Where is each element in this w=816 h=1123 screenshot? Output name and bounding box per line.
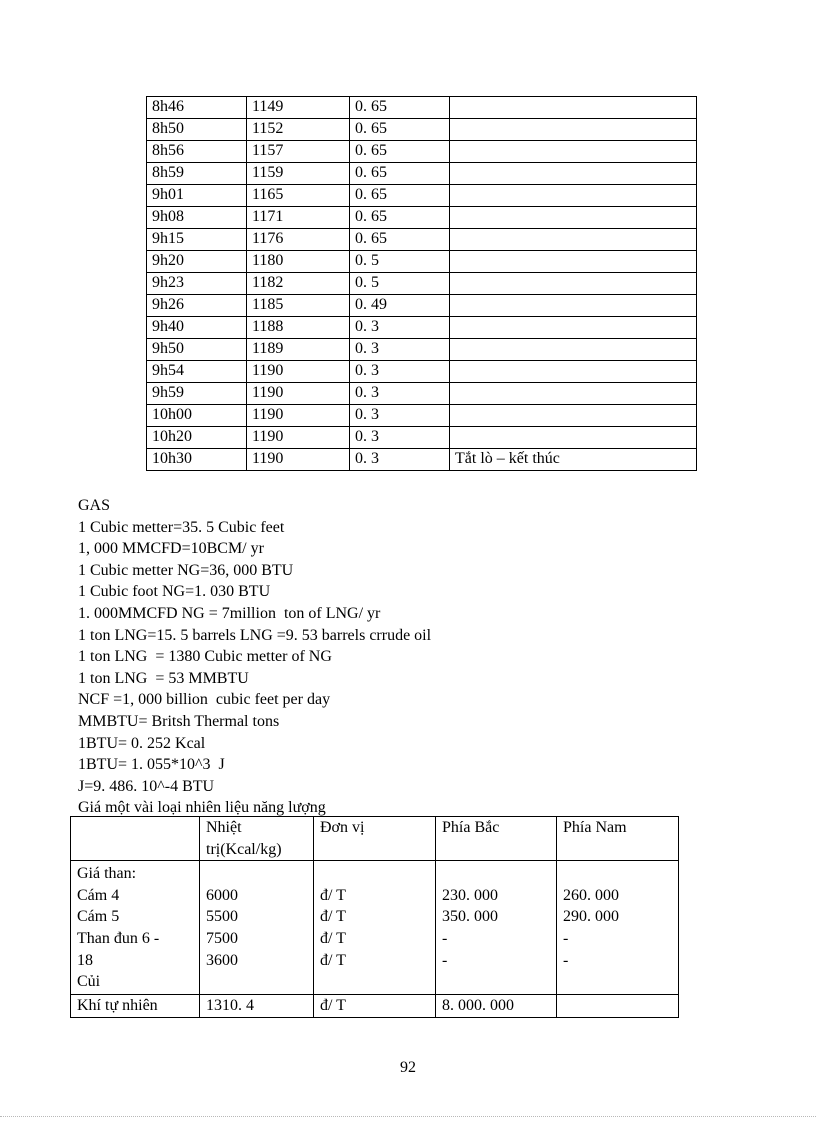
reading-row bbox=[147, 207, 697, 229]
reading-temperature: 1171 bbox=[247, 207, 350, 229]
reading-time: 9h01 bbox=[147, 185, 247, 207]
reading-temperature: 1149 bbox=[247, 97, 350, 119]
conversion-line: 1 ton LNG=15. 5 barrels LNG =9. 53 barrels crrude oil bbox=[78, 626, 432, 644]
reading-temperature: 1188 bbox=[247, 317, 350, 339]
reading-value: 0. 65 bbox=[350, 229, 450, 251]
reading-row bbox=[147, 405, 697, 427]
header-north: Phía Bắc bbox=[436, 817, 557, 861]
coal-name: Cám 4 bbox=[77, 886, 120, 904]
temperature-readings-table bbox=[146, 96, 697, 471]
reading-note bbox=[450, 207, 697, 229]
reading-time: 10h20 bbox=[147, 427, 247, 449]
coal-name: Than đun 6 - bbox=[77, 929, 160, 947]
coal-heat-value: 6000 bbox=[206, 886, 238, 904]
conversion-line: 1 Cubic metter=35. 5 Cubic feet bbox=[78, 518, 285, 536]
reading-time: 9h26 bbox=[147, 295, 247, 317]
coal-name: 18 bbox=[77, 951, 93, 969]
reading-note bbox=[450, 339, 697, 361]
reading-time: 9h54 bbox=[147, 361, 247, 383]
reading-note bbox=[450, 361, 697, 383]
gas-north-price: 8. 000. 000 bbox=[436, 995, 557, 1018]
reading-time: 8h56 bbox=[147, 141, 247, 163]
reading-note bbox=[450, 405, 697, 427]
coal-heat-cell bbox=[200, 861, 314, 995]
reading-temperature: 1190 bbox=[247, 361, 350, 383]
coal-south-price: 290. 000 bbox=[563, 908, 619, 926]
header-south: Phía Nam bbox=[557, 817, 679, 861]
reading-time: 8h50 bbox=[147, 119, 247, 141]
reading-value: 0. 3 bbox=[350, 427, 450, 449]
conversion-line: 1BTU= 0. 252 Kcal bbox=[78, 734, 206, 752]
reading-note bbox=[450, 427, 697, 449]
reading-note bbox=[450, 119, 697, 141]
reading-temperature: 1190 bbox=[247, 427, 350, 449]
reading-temperature: 1190 bbox=[247, 449, 350, 471]
reading-note bbox=[450, 383, 697, 405]
reading-note bbox=[450, 317, 697, 339]
reading-time: 9h40 bbox=[147, 317, 247, 339]
coal-south-cell bbox=[557, 861, 679, 995]
reading-row bbox=[147, 185, 697, 207]
reading-row bbox=[147, 273, 697, 295]
conversion-line: NCF =1, 000 billion cubic feet per day bbox=[78, 691, 331, 709]
reading-note bbox=[450, 251, 697, 273]
reading-row bbox=[147, 251, 697, 273]
reading-temperature: 1159 bbox=[247, 163, 350, 185]
coal-south-price: - bbox=[563, 929, 569, 947]
reading-value: 0. 49 bbox=[350, 295, 450, 317]
conversion-line: 1BTU= 1. 055*10^3 J bbox=[78, 756, 225, 774]
reading-temperature: 1165 bbox=[247, 185, 350, 207]
page-bottom-edge bbox=[0, 1116, 816, 1117]
gas-name: Khí tự nhiên bbox=[71, 995, 200, 1018]
coal-north-price: - bbox=[442, 951, 448, 969]
reading-time: 8h46 bbox=[147, 97, 247, 119]
reading-time: 9h15 bbox=[147, 229, 247, 251]
reading-note bbox=[450, 229, 697, 251]
reading-value: 0. 65 bbox=[350, 141, 450, 163]
reading-value: 0. 5 bbox=[350, 273, 450, 295]
reading-value: 0. 3 bbox=[350, 383, 450, 405]
coal-names-cell bbox=[71, 861, 200, 995]
reading-row bbox=[147, 449, 697, 471]
fuel-price-table bbox=[70, 816, 679, 1018]
coal-north-cell bbox=[436, 861, 557, 995]
reading-note bbox=[450, 141, 697, 163]
reading-value: 0. 3 bbox=[350, 339, 450, 361]
reading-time: 9h59 bbox=[147, 383, 247, 405]
reading-temperature: 1190 bbox=[247, 383, 350, 405]
reading-time: 9h50 bbox=[147, 339, 247, 361]
reading-row bbox=[147, 361, 697, 383]
reading-row bbox=[147, 427, 697, 449]
coal-heat-value: 5500 bbox=[206, 908, 238, 926]
page-number: 92 bbox=[400, 1059, 416, 1076]
reading-time: 9h20 bbox=[147, 251, 247, 273]
natural-gas-row bbox=[71, 995, 679, 1018]
reading-temperature: 1190 bbox=[247, 405, 350, 427]
coal-name: Củi bbox=[77, 973, 101, 991]
reading-temperature: 1176 bbox=[247, 229, 350, 251]
coal-unit: đ/ T bbox=[320, 886, 346, 904]
conversion-line: 1. 000MMCFD NG = 7million ton of LNG/ yr bbox=[78, 604, 381, 622]
reading-time: 10h00 bbox=[147, 405, 247, 427]
gas-unit: đ/ T bbox=[314, 995, 436, 1018]
reading-note bbox=[450, 163, 697, 185]
reading-row bbox=[147, 119, 697, 141]
coal-heat-value bbox=[206, 863, 307, 885]
reading-row bbox=[147, 141, 697, 163]
reading-temperature: 1157 bbox=[247, 141, 350, 163]
coal-north-price bbox=[442, 863, 550, 885]
fuel-prices-heading: Giá một vài loại nhiên liệu năng lượng bbox=[78, 799, 326, 817]
reading-note bbox=[450, 273, 697, 295]
reading-value: 0. 65 bbox=[350, 119, 450, 141]
coal-south-price: - bbox=[563, 951, 569, 969]
reading-temperature: 1152 bbox=[247, 119, 350, 141]
reading-row bbox=[147, 339, 697, 361]
reading-note bbox=[450, 97, 697, 119]
reading-value: 0. 65 bbox=[350, 185, 450, 207]
reading-temperature: 1180 bbox=[247, 251, 350, 273]
reading-note bbox=[450, 185, 697, 207]
coal-heat-value: 7500 bbox=[206, 929, 238, 947]
reading-value: 0. 3 bbox=[350, 317, 450, 339]
coal-unit: đ/ T bbox=[320, 929, 346, 947]
reading-time: 10h30 bbox=[147, 449, 247, 471]
coal-heat-value: 3600 bbox=[206, 951, 238, 969]
coal-unit-cell bbox=[314, 861, 436, 995]
conversion-line: 1 Cubic foot NG=1. 030 BTU bbox=[78, 583, 271, 601]
reading-value: 0. 65 bbox=[350, 163, 450, 185]
reading-value: 0. 5 bbox=[350, 251, 450, 273]
coal-north-price: 350. 000 bbox=[442, 908, 498, 926]
reading-value: 0. 3 bbox=[350, 449, 450, 471]
reading-row bbox=[147, 295, 697, 317]
conversion-line: 1 Cubic metter NG=36, 000 BTU bbox=[78, 561, 294, 579]
header-empty-cell bbox=[71, 817, 200, 861]
header-unit: Đơn vị bbox=[314, 817, 436, 861]
reading-value: 0. 65 bbox=[350, 207, 450, 229]
conversion-line: 1 ton LNG = 1380 Cubic metter of NG bbox=[78, 648, 332, 666]
reading-value: 0. 65 bbox=[350, 97, 450, 119]
reading-value: 0. 3 bbox=[350, 361, 450, 383]
notes-heading: GAS bbox=[78, 497, 111, 514]
coal-south-price bbox=[563, 863, 672, 885]
conversion-line: J=9. 486. 10^-4 BTU bbox=[78, 777, 215, 795]
reading-value: 0. 3 bbox=[350, 405, 450, 427]
coal-name: Cám 5 bbox=[77, 908, 120, 926]
conversion-line: 1 ton LNG = 53 MMBTU bbox=[78, 669, 249, 687]
reading-time: 9h23 bbox=[147, 273, 247, 295]
gas-south-price bbox=[557, 995, 679, 1018]
coal-name: Giá than: bbox=[77, 865, 137, 883]
coal-north-price: 230. 000 bbox=[442, 886, 498, 904]
reading-note: Tắt lò – kết thúc bbox=[450, 449, 697, 471]
coal-unit: đ/ T bbox=[320, 951, 346, 969]
coal-unit bbox=[320, 863, 429, 885]
coal-unit: đ/ T bbox=[320, 908, 346, 926]
readings-table-body bbox=[147, 97, 697, 471]
reading-time: 9h08 bbox=[147, 207, 247, 229]
reading-row bbox=[147, 317, 697, 339]
fuel-table-header-row bbox=[71, 817, 679, 861]
conversion-line: 1, 000 MMCFD=10BCM/ yr bbox=[78, 540, 264, 558]
reading-temperature: 1189 bbox=[247, 339, 350, 361]
coal-prices-row bbox=[71, 861, 679, 995]
reading-row bbox=[147, 229, 697, 251]
reading-temperature: 1185 bbox=[247, 295, 350, 317]
reading-row bbox=[147, 163, 697, 185]
reading-temperature: 1182 bbox=[247, 273, 350, 295]
reading-note bbox=[450, 295, 697, 317]
conversion-line: MMBTU= Britsh Thermal tons bbox=[78, 712, 280, 730]
coal-south-price: 260. 000 bbox=[563, 886, 619, 904]
reading-row bbox=[147, 383, 697, 405]
coal-north-price: - bbox=[442, 929, 448, 947]
reading-row bbox=[147, 97, 697, 119]
reading-time: 8h59 bbox=[147, 163, 247, 185]
gas-heat-value: 1310. 4 bbox=[200, 995, 314, 1018]
gas-conversion-notes bbox=[78, 495, 728, 819]
header-heat-value: Nhiệt trị(Kcal/kg) bbox=[200, 817, 314, 861]
